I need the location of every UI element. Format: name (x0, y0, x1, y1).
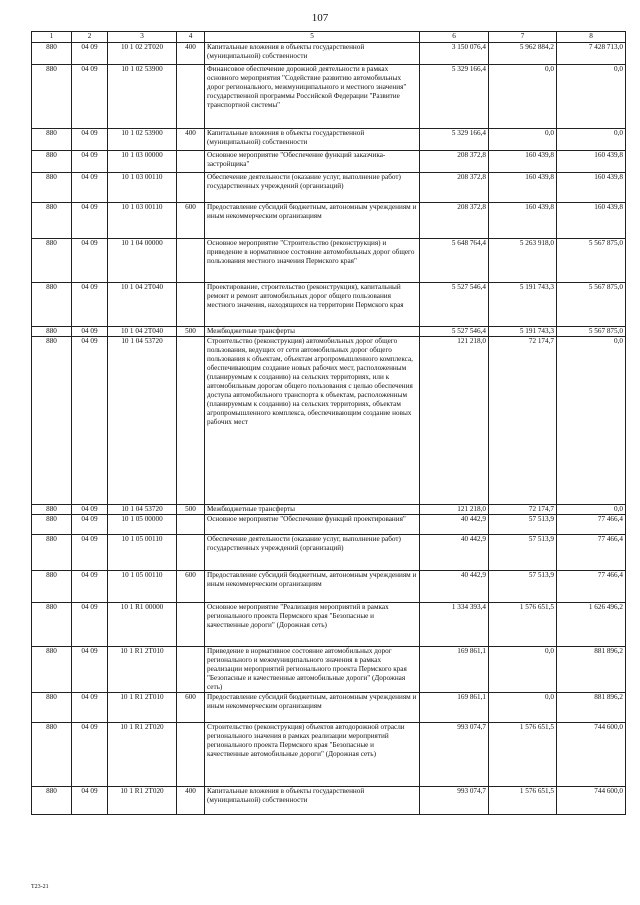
table-row (32, 151, 626, 173)
table-row (32, 239, 626, 283)
item-name-cell: Межбюджетные трансферты (205, 505, 420, 515)
item-name-cell: Обеспечение деятельности (оказание услуг, выполнение работ) государственных учреждений (организаций) (205, 173, 420, 203)
expense-type-cell: 400 (177, 43, 205, 65)
section-code-cell: 04 09 (72, 571, 108, 603)
admin-code-cell: 880 (32, 239, 72, 283)
expense-type-cell (177, 173, 205, 203)
column-header: 1 (32, 32, 72, 43)
amount-2023-cell: 0,0 (557, 129, 626, 151)
target-article-cell: 10 1 R1 2T020 (108, 723, 177, 787)
table-row (32, 327, 626, 337)
expense-type-cell: 500 (177, 505, 205, 515)
expense-type-cell: 600 (177, 571, 205, 603)
amount-2022-cell: 5 191 743,3 (489, 283, 557, 327)
target-article-cell: 10 1 03 00110 (108, 203, 177, 239)
expense-type-cell: 400 (177, 129, 205, 151)
column-header: 2 (72, 32, 108, 43)
column-header: 6 (420, 32, 489, 43)
amount-2022-cell: 160 439,8 (489, 203, 557, 239)
amount-2022-cell: 160 439,8 (489, 173, 557, 203)
footer-code: T23-21 (31, 884, 49, 890)
admin-code-cell: 880 (32, 173, 72, 203)
target-article-cell: 10 1 04 2T040 (108, 327, 177, 337)
item-name-cell: Межбюджетные трансферты (205, 327, 420, 337)
amount-2023-cell: 1 626 496,2 (557, 603, 626, 647)
amount-2021-cell: 169 861,1 (420, 693, 489, 723)
section-code-cell: 04 09 (72, 337, 108, 505)
amount-2023-cell: 160 439,8 (557, 203, 626, 239)
expense-type-cell: 600 (177, 693, 205, 723)
target-article-cell: 10 1 R1 2T010 (108, 647, 177, 693)
amount-2021-cell: 993 074,7 (420, 723, 489, 787)
item-name-cell: Основное мероприятие "Обеспечение функций проектирования" (205, 515, 420, 535)
expense-type-cell (177, 603, 205, 647)
amount-2022-cell: 5 263 918,0 (489, 239, 557, 283)
section-code-cell: 04 09 (72, 43, 108, 65)
target-article-cell: 10 1 R1 00000 (108, 603, 177, 647)
admin-code-cell: 880 (32, 571, 72, 603)
amount-2022-cell: 72 174,7 (489, 505, 557, 515)
amount-2022-cell: 0,0 (489, 65, 557, 129)
amount-2023-cell: 744 600,0 (557, 787, 626, 815)
amount-2022-cell: 1 576 651,5 (489, 723, 557, 787)
admin-code-cell: 880 (32, 535, 72, 571)
target-article-cell: 10 1 R1 2T010 (108, 693, 177, 723)
amount-2022-cell: 57 513,9 (489, 571, 557, 603)
amount-2023-cell: 744 600,0 (557, 723, 626, 787)
amount-2023-cell: 5 567 875,0 (557, 327, 626, 337)
page-number: 107 (311, 12, 329, 24)
item-name-cell: Обеспечение деятельности (оказание услуг, выполнение работ) государственных учреждений (организаций) (205, 535, 420, 571)
item-name-cell: Капитальные вложения в объекты государственной (муниципальной) собственности (205, 129, 420, 151)
column-number-row (32, 32, 626, 43)
admin-code-cell: 880 (32, 43, 72, 65)
table-row (32, 337, 626, 505)
amount-2021-cell: 1 334 393,4 (420, 603, 489, 647)
admin-code-cell: 880 (32, 203, 72, 239)
amount-2023-cell: 5 567 875,0 (557, 239, 626, 283)
target-article-cell: 10 1 05 00110 (108, 571, 177, 603)
column-header: 7 (489, 32, 557, 43)
amount-2021-cell: 993 074,7 (420, 787, 489, 815)
table-row (32, 647, 626, 693)
item-name-cell: Основное мероприятие "Реализация мероприятий в рамках регионального проекта Пермского края "Безопасные и качественные дороги" (Дорожная сеть) (205, 603, 420, 647)
section-code-cell: 04 09 (72, 129, 108, 151)
target-article-cell: 10 1 04 2T040 (108, 283, 177, 327)
admin-code-cell: 880 (32, 151, 72, 173)
amount-2021-cell: 5 329 166,4 (420, 129, 489, 151)
amount-2022-cell: 5 191 743,3 (489, 327, 557, 337)
admin-code-cell: 880 (32, 337, 72, 505)
amount-2023-cell: 160 439,8 (557, 151, 626, 173)
item-name-cell: Приведение в нормативное состояние автомобильных дорог регионального и межмуниципального значения в рамках реализации мероприятий регионального проекта Пермского края "Безопасные и качественные автомобильные дороги" (Дорожная сеть) (205, 647, 420, 693)
target-article-cell: 10 1 02 2T020 (108, 43, 177, 65)
amount-2022-cell: 1 576 651,5 (489, 603, 557, 647)
section-code-cell: 04 09 (72, 647, 108, 693)
section-code-cell: 04 09 (72, 723, 108, 787)
amount-2021-cell: 208 372,8 (420, 173, 489, 203)
target-article-cell: 10 1 04 53720 (108, 337, 177, 505)
amount-2023-cell: 0,0 (557, 337, 626, 505)
admin-code-cell: 880 (32, 129, 72, 151)
expense-type-cell (177, 239, 205, 283)
amount-2022-cell: 0,0 (489, 693, 557, 723)
table-row (32, 203, 626, 239)
target-article-cell: 10 1 03 00110 (108, 173, 177, 203)
column-header: 8 (557, 32, 626, 43)
table-row (32, 283, 626, 327)
admin-code-cell: 880 (32, 603, 72, 647)
amount-2022-cell: 5 962 884,2 (489, 43, 557, 65)
table-row (32, 723, 626, 787)
table-row (32, 129, 626, 151)
amount-2021-cell: 169 861,1 (420, 647, 489, 693)
expense-type-cell (177, 647, 205, 693)
admin-code-cell: 880 (32, 647, 72, 693)
section-code-cell: 04 09 (72, 151, 108, 173)
amount-2021-cell: 208 372,8 (420, 151, 489, 173)
item-name-cell: Строительство (реконструкция) объектов автодорожной отрасли регионального значения в рамках реализации мероприятий регионального проекта Пермского края "Безопасные и качественные автомобильные дороги" (Дорожная сеть) (205, 723, 420, 787)
column-header: 4 (177, 32, 205, 43)
budget-table (31, 31, 626, 815)
item-name-cell: Проектирование, строительство (реконструкция), капитальный ремонт и ремонт автомобильных дорог общего пользования местного значения, находящихся на территории Пермского края (205, 283, 420, 327)
expense-type-cell (177, 337, 205, 505)
table-body (32, 43, 626, 815)
amount-2023-cell: 5 567 875,0 (557, 283, 626, 327)
amount-2022-cell: 57 513,9 (489, 535, 557, 571)
table-row (32, 787, 626, 815)
item-name-cell: Предоставление субсидий бюджетным, автономным учреждениям и иным некоммерческим организациям (205, 571, 420, 603)
expense-type-cell (177, 283, 205, 327)
amount-2021-cell: 5 329 166,4 (420, 65, 489, 129)
item-name-cell: Строительство (реконструкция) автомобильных дорог общего пользования, ведущих от сети автомобильных дорог общего пользования к объектам, объектам агропромышленного комплекса, обеспечивающим создание новых рабочих мест, расположенным (планируемым к созданию) на сельских территориях, или к автомобильным дорогам общего пользования с целью обеспечения доступа автомобильного транспорта к объектам, расположенным (планируемым к созданию) на сельских территориях, объектам агропромышленного комплекса, обеспечивающим создание новых рабочих мест (205, 337, 420, 505)
target-article-cell: 10 1 05 00110 (108, 535, 177, 571)
amount-2021-cell: 40 442,9 (420, 571, 489, 603)
amount-2023-cell: 77 466,4 (557, 515, 626, 535)
expense-type-cell: 600 (177, 203, 205, 239)
section-code-cell: 04 09 (72, 787, 108, 815)
amount-2021-cell: 208 372,8 (420, 203, 489, 239)
amount-2023-cell: 0,0 (557, 505, 626, 515)
table-row (32, 515, 626, 535)
amount-2022-cell: 160 439,8 (489, 151, 557, 173)
section-code-cell: 04 09 (72, 65, 108, 129)
section-code-cell: 04 09 (72, 603, 108, 647)
column-header: 5 (205, 32, 420, 43)
item-name-cell: Основное мероприятие "Обеспечение функций заказчика-застройщика" (205, 151, 420, 173)
section-code-cell: 04 09 (72, 505, 108, 515)
section-code-cell: 04 09 (72, 203, 108, 239)
table-row (32, 535, 626, 571)
admin-code-cell: 880 (32, 787, 72, 815)
item-name-cell: Капитальные вложения в объекты государственной (муниципальной) собственности (205, 43, 420, 65)
item-name-cell: Предоставление субсидий бюджетным, автономным учреждениям и иным некоммерческим организациям (205, 693, 420, 723)
amount-2022-cell: 0,0 (489, 129, 557, 151)
amount-2021-cell: 40 442,9 (420, 535, 489, 571)
item-name-cell: Капитальные вложения в объекты государственной (муниципальной) собственности (205, 787, 420, 815)
expense-type-cell (177, 515, 205, 535)
amount-2023-cell: 77 466,4 (557, 535, 626, 571)
amount-2023-cell: 0,0 (557, 65, 626, 129)
expense-type-cell: 400 (177, 787, 205, 815)
admin-code-cell: 880 (32, 515, 72, 535)
admin-code-cell: 880 (32, 65, 72, 129)
amount-2022-cell: 0,0 (489, 647, 557, 693)
expense-type-cell (177, 723, 205, 787)
table-row (32, 65, 626, 129)
admin-code-cell: 880 (32, 505, 72, 515)
amount-2022-cell: 57 513,9 (489, 515, 557, 535)
amount-2023-cell: 77 466,4 (557, 571, 626, 603)
amount-2023-cell: 881 896,2 (557, 647, 626, 693)
amount-2021-cell: 5 648 764,4 (420, 239, 489, 283)
section-code-cell: 04 09 (72, 535, 108, 571)
expense-type-cell (177, 65, 205, 129)
table-row (32, 505, 626, 515)
target-article-cell: 10 1 03 00000 (108, 151, 177, 173)
admin-code-cell: 880 (32, 327, 72, 337)
section-code-cell: 04 09 (72, 239, 108, 283)
amount-2023-cell: 160 439,8 (557, 173, 626, 203)
table-row (32, 43, 626, 65)
table-row (32, 693, 626, 723)
amount-2022-cell: 72 174,7 (489, 337, 557, 505)
target-article-cell: 10 1 02 53900 (108, 65, 177, 129)
admin-code-cell: 880 (32, 693, 72, 723)
target-article-cell: 10 1 R1 2T020 (108, 787, 177, 815)
amount-2023-cell: 7 428 713,0 (557, 43, 626, 65)
expense-type-cell (177, 535, 205, 571)
admin-code-cell: 880 (32, 723, 72, 787)
amount-2021-cell: 5 527 546,4 (420, 283, 489, 327)
amount-2021-cell: 121 218,0 (420, 337, 489, 505)
amount-2021-cell: 5 527 546,4 (420, 327, 489, 337)
item-name-cell: Предоставление субсидий бюджетным, автономным учреждениям и иным некоммерческим организациям (205, 203, 420, 239)
expense-type-cell: 500 (177, 327, 205, 337)
section-code-cell: 04 09 (72, 693, 108, 723)
target-article-cell: 10 1 04 00000 (108, 239, 177, 283)
amount-2021-cell: 3 150 076,4 (420, 43, 489, 65)
table-row (32, 173, 626, 203)
amount-2022-cell: 1 576 651,5 (489, 787, 557, 815)
section-code-cell: 04 09 (72, 173, 108, 203)
target-article-cell: 10 1 05 00000 (108, 515, 177, 535)
section-code-cell: 04 09 (72, 283, 108, 327)
table-row (32, 571, 626, 603)
target-article-cell: 10 1 04 53720 (108, 505, 177, 515)
item-name-cell: Основное мероприятие "Строительство (реконструкция) и приведение в нормативное состояние автомобильных дорог общего пользования местного значения Пермского края" (205, 239, 420, 283)
admin-code-cell: 880 (32, 283, 72, 327)
section-code-cell: 04 09 (72, 327, 108, 337)
amount-2021-cell: 40 442,9 (420, 515, 489, 535)
section-code-cell: 04 09 (72, 515, 108, 535)
target-article-cell: 10 1 02 53900 (108, 129, 177, 151)
amount-2021-cell: 121 218,0 (420, 505, 489, 515)
table-row (32, 603, 626, 647)
amount-2023-cell: 881 896,2 (557, 693, 626, 723)
column-header: 3 (108, 32, 177, 43)
expense-type-cell (177, 151, 205, 173)
item-name-cell: Финансовое обеспечение дорожной деятельности в рамках основного мероприятия "Содействие развитию автомобильных дорог регионального, межмуниципального и местного значения" государственной программы Российской Федерации "Развитие транспортной системы" (205, 65, 420, 129)
